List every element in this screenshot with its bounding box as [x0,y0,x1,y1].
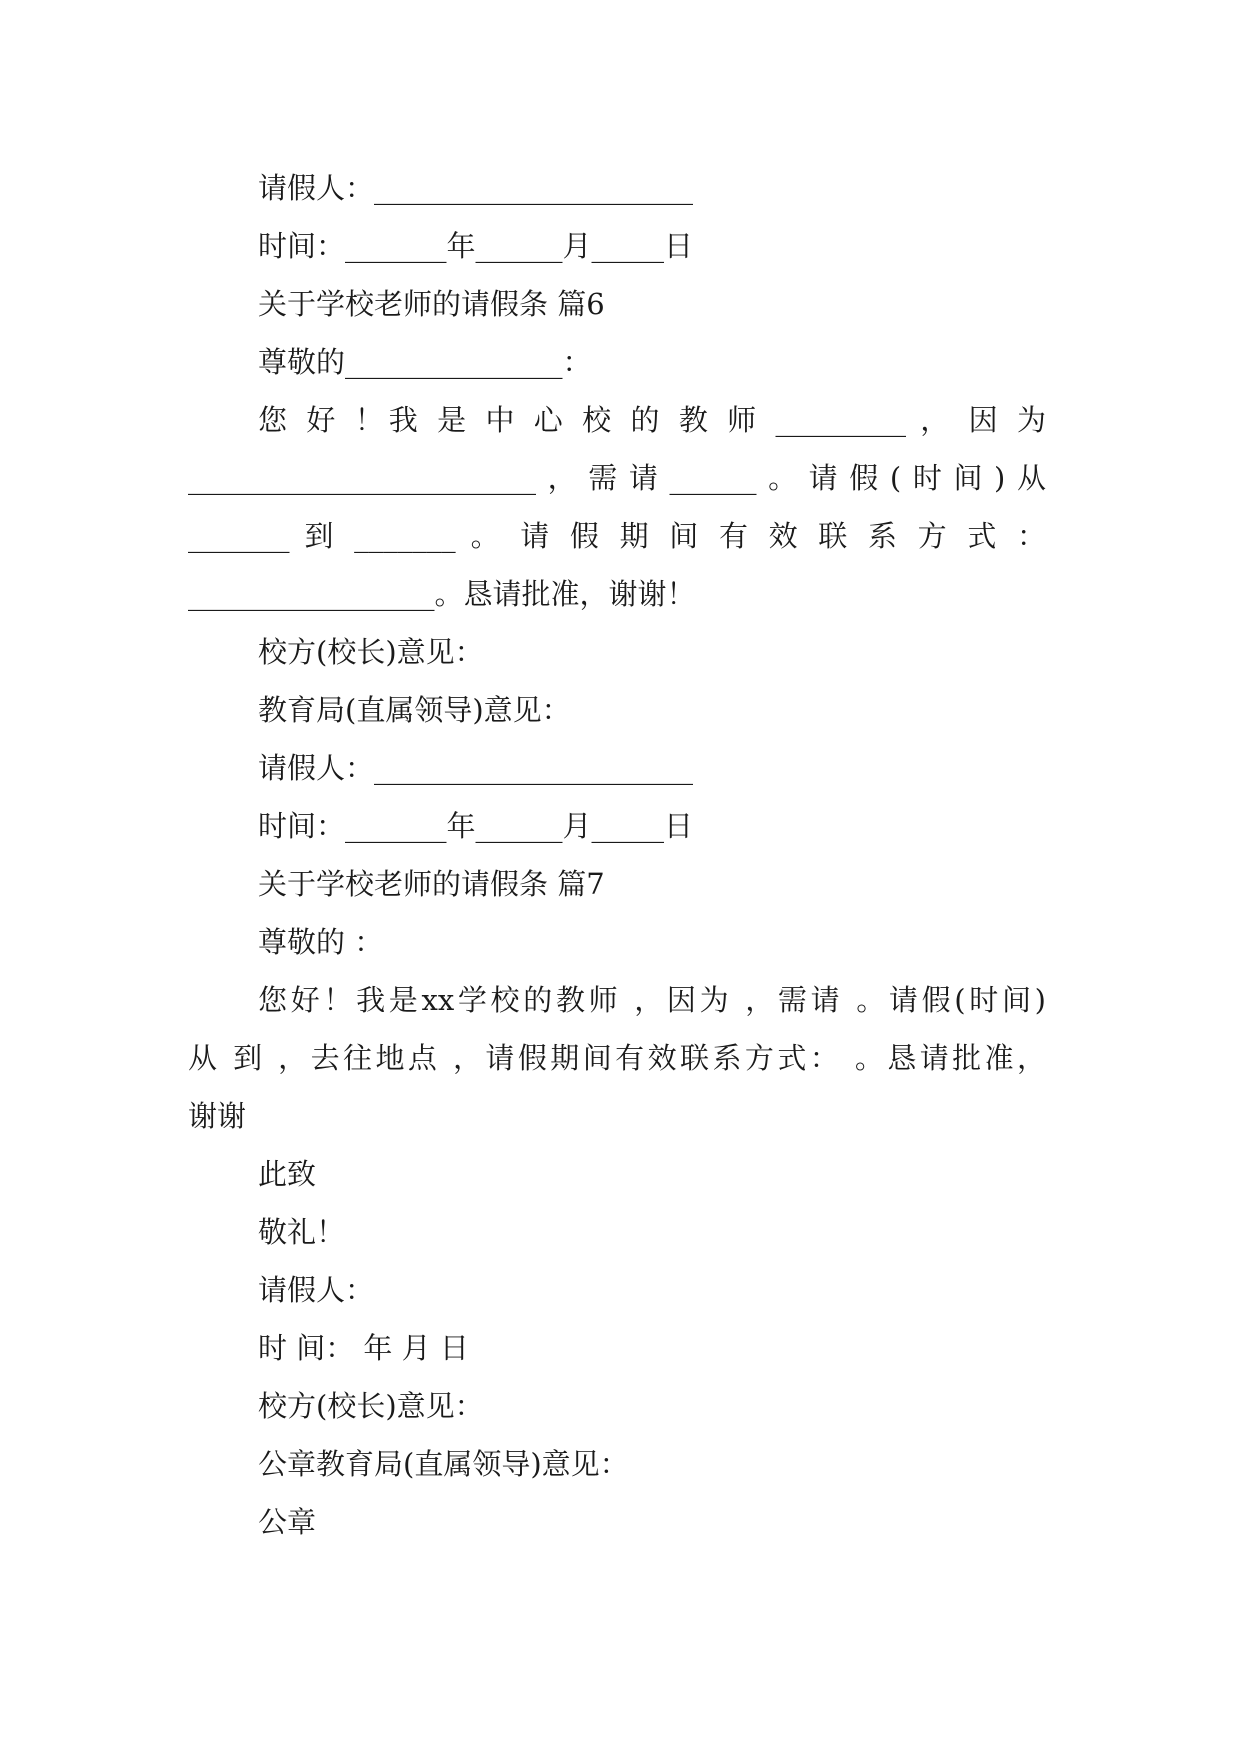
body-text-line: 从 到 ，去往地点 ，请假期间有效联系方式： 。恳请批准， [188,1041,1046,1075]
body-text-line: 谢谢 [188,1099,247,1133]
bureau-opinion-label: 公章教育局(直属领导)意见： [258,1447,629,1481]
section-title: 关于学校老师的请假条 篇6 [258,287,605,321]
closing-line: 此致 [258,1157,317,1191]
date-line: 时间：_______年______月_____日 [258,809,694,843]
body-text-line: _________________。恳请批准，谢谢！ [188,577,696,611]
date-line: 时 间： 年 月 日 [258,1331,469,1365]
applicant-line: 请假人： [258,1273,375,1307]
applicant-line: 请假人：______________________ [258,751,694,785]
salutation: 尊敬的 ： [258,925,384,959]
section-title: 关于学校老师的请假条 篇7 [258,867,605,901]
school-opinion-label: 校方(校长)意见： [258,1389,484,1423]
body-text-line: ________________________，需请______。请假(时间)从 [188,461,1046,495]
body-text-line: 您好！我是xx学校的教师 ，因为 ，需请 。请假(时间) [258,983,1046,1017]
closing-line: 敬礼！ [258,1215,346,1249]
school-opinion-label: 校方(校长)意见： [258,635,484,669]
seal-label: 公章 [258,1505,317,1539]
bureau-opinion-label: 教育局(直属领导)意见： [258,693,571,727]
date-line: 时间：_______年______月_____日 [258,229,694,263]
applicant-line: 请假人：______________________ [258,171,694,205]
body-text-line: _______ 到 _______ 。 请 假 期 间 有 效 联 系 方 式 ： [188,519,1046,553]
body-text-line: 您 好 ！我 是 中 心 校 的 教 师 _________ ， 因 为 [258,403,1046,437]
salutation: 尊敬的_______________： [258,345,592,379]
